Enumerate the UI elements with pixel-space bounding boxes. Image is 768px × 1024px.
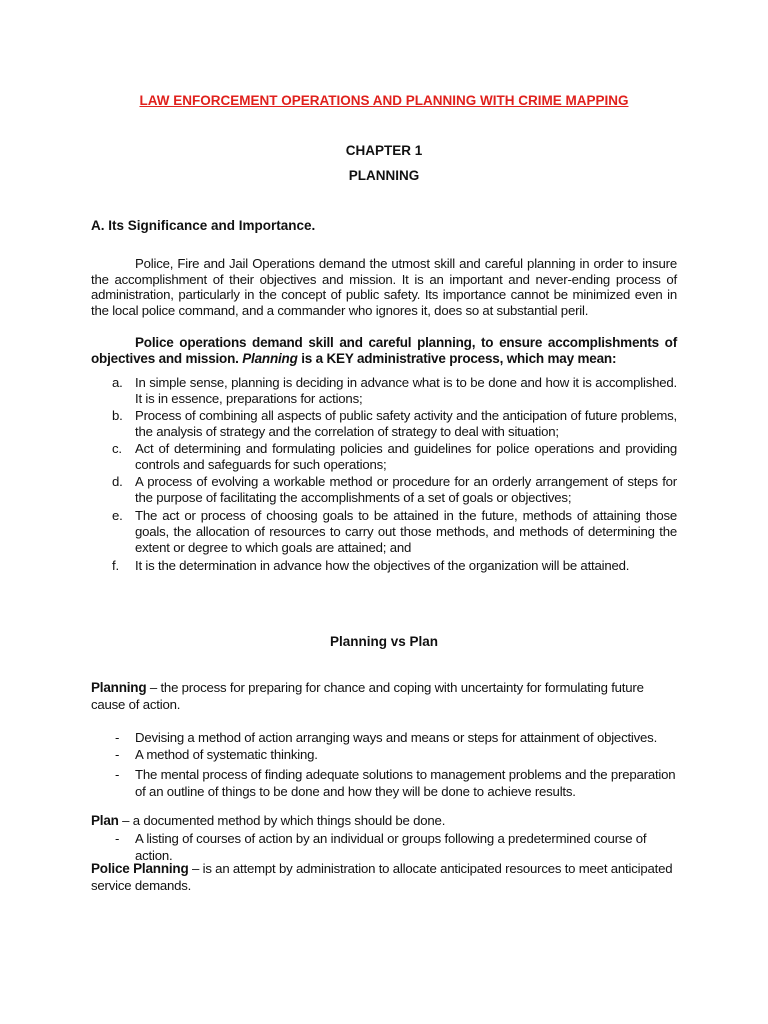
list-item-text: Process of combining all aspects of public safety activity and the anticipation of future problems, the analysis of strategy and the correlation of strategy to deal with situation;: [135, 408, 677, 439]
plan-definition: Plan – a documented method by which things should be done.: [91, 813, 446, 828]
dash-list-item: [112, 730, 677, 747]
list-item: [112, 508, 677, 556]
list-item: [112, 408, 677, 440]
list-marker: d.: [112, 474, 123, 489]
list-marker: a.: [112, 375, 123, 390]
list-marker: c.: [112, 441, 122, 456]
planning-vs-plan-heading: Planning vs Plan: [329, 634, 439, 649]
dash-item-text: A listing of courses of action by an individual or groups following a predetermined course of action.: [135, 831, 647, 863]
list-marker: b.: [112, 408, 123, 423]
list-item-text: Act of determining and formulating policies and guidelines for police operations and providing controls and safeguards for such operations;: [135, 441, 677, 472]
section-a-heading: A. Its Significance and Importance.: [91, 218, 316, 233]
planning-meaning-paragraph: Police operations demand skill and careful planning, to ensure accomplishments of objectives and mission. Planning is a KEY administrative process, which may mean:: [91, 335, 677, 366]
planning-term: Planning: [91, 680, 147, 695]
list-item: [112, 558, 677, 574]
dash-marker: -: [115, 831, 120, 846]
list-marker: f.: [112, 558, 119, 573]
list-marker: e.: [112, 508, 123, 523]
list-item-text: In simple sense, planning is deciding in advance what is to be done and how it is accomplished. It is in essence, preparations for actions;: [135, 375, 677, 406]
list-item-text: It is the determination in advance how the objectives of the organization will be attained.: [135, 558, 630, 573]
police-planning-term: Police Planning: [91, 861, 189, 876]
chapter-title: PLANNING: [348, 168, 420, 183]
list-item-text: The act or process of choosing goals to be attained in the future, methods of attaining those goals, the allocation of resources to carry out those methods, and methods of determining the extent or degree to which goals are attained; and: [135, 508, 677, 555]
list-item: [112, 441, 677, 473]
plan-term: Plan: [91, 813, 119, 828]
dash-list-item: [112, 767, 677, 800]
dash-item-text: A method of systematic thinking.: [135, 747, 318, 762]
document-title: LAW ENFORCEMENT OPERATIONS AND PLANNING WITH CRIME MAPPING: [139, 93, 629, 108]
list-item-text: A process of evolving a workable method or procedure for an orderly arrangement of steps for the purpose of facilitating the accomplishments of a set of goals or objectives;: [135, 474, 677, 505]
dash-list-item: [112, 831, 677, 864]
dash-marker: -: [115, 767, 120, 782]
dash-item-text: The mental process of finding adequate solutions to management problems and the preparation of an outline of things to be done and how they will be done to achieve results.: [135, 767, 676, 799]
chapter-number: CHAPTER 1: [345, 143, 423, 158]
dash-list-item: [112, 747, 677, 764]
dash-marker: -: [115, 747, 120, 762]
list-item: [112, 474, 677, 506]
planning-definition: Planning – the process for preparing for chance and coping with uncertainty for formulating future cause of action.: [91, 680, 644, 712]
list-item: [112, 375, 677, 407]
dash-item-text: Devising a method of action arranging ways and means or steps for attainment of objectives.: [135, 730, 658, 745]
dash-marker: -: [115, 730, 120, 745]
police-planning-definition: Police Planning – is an attempt by administration to allocate anticipated resources to meet anticipated service demands.: [91, 861, 673, 893]
planning-emphasis: Planning: [242, 351, 298, 366]
intro-paragraph: Police, Fire and Jail Operations demand the utmost skill and careful planning in order to insure the accomplishment of their objectives and mission. It is an important and never-ending process of administration, particularly in the concept of public safety. Its importance cannot be minimized even in the local police command, and a commander who ignores it, does so at substantial peril.: [91, 256, 677, 318]
